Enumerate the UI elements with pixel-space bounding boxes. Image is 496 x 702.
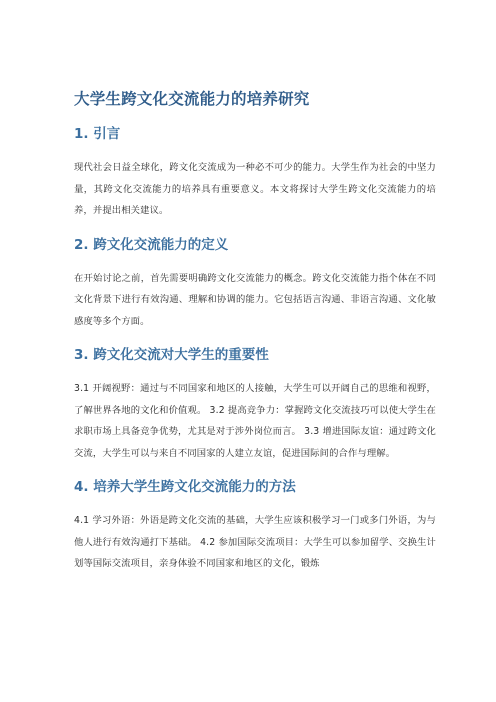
section-importance [74, 345, 436, 464]
section-methods [74, 477, 436, 575]
section-paragraph: 4.1 学习外语：外语是跨文化交流的基础，大学生应该积极学习一门或多门外语，为与他人进行有效沟通打下基础。 4.2 参加国际交流项目：大学生可以参加留学、交换生计划等国际交流项目，亲身体验不同国家和地区的文化，锻炼 [74, 515, 436, 569]
section-definition [74, 235, 436, 333]
section-heading: 1. 引言 [74, 126, 121, 142]
section-heading: 3. 跨文化交流对大学生的重要性 [74, 347, 269, 363]
section-paragraph: 现代社会日益全球化，跨文化交流成为一种必不可少的能力。大学生作为社会的中坚力量，其跨文化交流能力的培养具有重要意义。本文将探讨大学生跨文化交流能力的培养，并提出相关建议。 [74, 162, 436, 216]
section-paragraph: 3.1 开阔视野：通过与不同国家和地区的人接触，大学生可以开阔自己的思维和视野，了解世界各地的文化和价值观。 3.2 提高竞争力：掌握跨文化交流技巧可以使大学生在求职市场上具备竞争优势，尤其是对于涉外岗位而言。 3.3 增进国际友谊：通过跨文化交流，大学生可以与来自不同国家的人建立友谊，促进国际间的合作与理解。 [74, 383, 436, 459]
section-heading: 4. 培养大学生跨文化交流能力的方法 [74, 479, 296, 495]
section-introduction [74, 124, 436, 222]
section-heading: 2. 跨文化交流能力的定义 [74, 236, 229, 253]
document-title: 大学生跨文化交流能力的培养研究 [74, 90, 310, 108]
section-paragraph: 在开始讨论之前，首先需要明确跨文化交流能力的概念。跨文化交流能力指个体在不同文化背景下进行有效沟通、理解和协调的能力。它包括语言沟通、非语言沟通、文化敏感度等多个方面。 [74, 272, 436, 327]
